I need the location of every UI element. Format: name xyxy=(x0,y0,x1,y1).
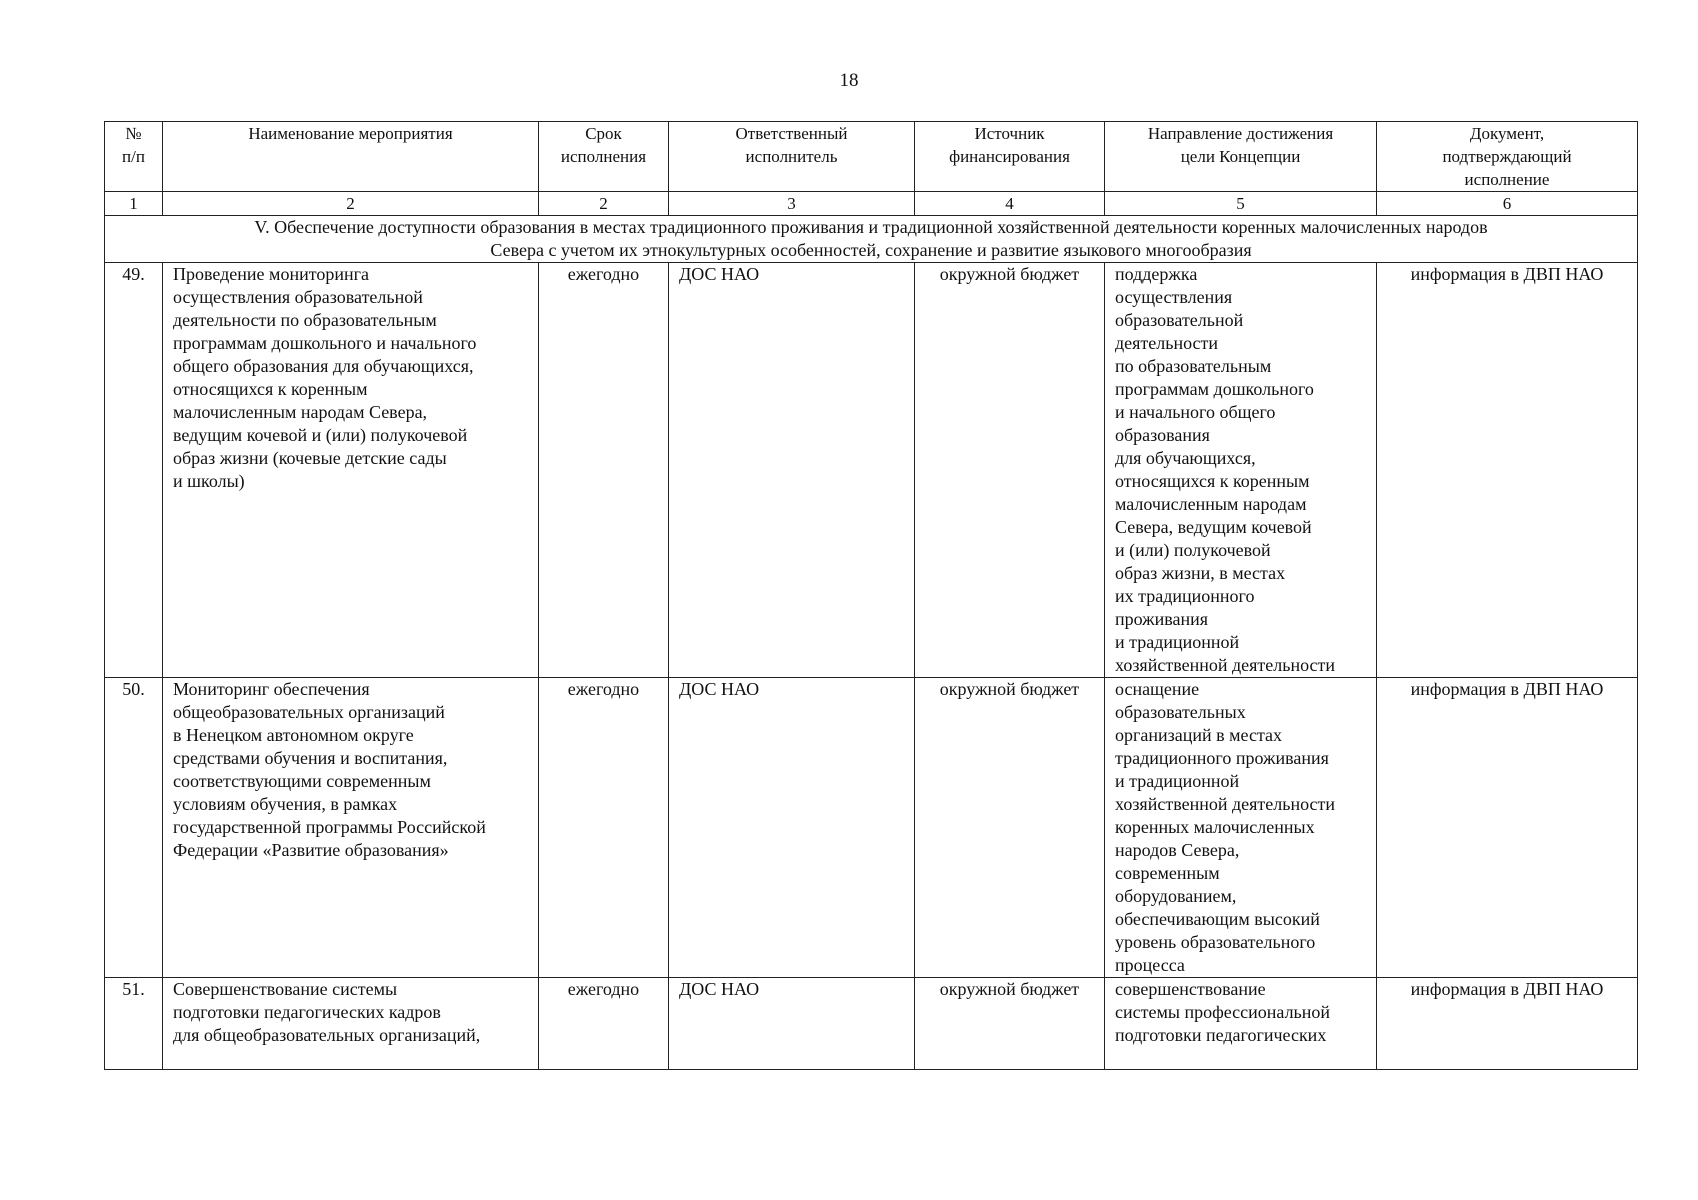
table-row xyxy=(105,263,1638,678)
table-row xyxy=(105,678,1638,978)
responsible: ДОС НАО xyxy=(669,263,915,678)
confirming-document: информация в ДВП НАО xyxy=(1377,978,1638,1070)
direction: поддержка осуществления образовательной деятельности по образовательным программам дошкольного и начального общего образования для обучающихся, относящихся к коренным малочисленным народам Севера, ведущим кочевой и (или) полукочевой образ жизни, в местах их традиционного проживания и традиционной хозяйственной деятельности xyxy=(1105,263,1377,678)
column-index: 2 xyxy=(539,192,669,216)
row-number: 51. xyxy=(105,978,163,1070)
direction: совершенствование системы профессиональной подготовки педагогических xyxy=(1105,978,1377,1070)
header-term: Срок исполнения xyxy=(539,122,669,192)
funding-source: окружной бюджет xyxy=(915,263,1105,678)
column-index: 5 xyxy=(1105,192,1377,216)
section-title: V. Обеспечение доступности образования в местах традиционного проживания и традиционной хозяйственной деятельности коренных малочисленных народов Севера с учетом их этнокультурных особенностей, сохранение и развитие языкового многообразия xyxy=(105,216,1638,263)
activity-name: Проведение мониторинга осуществления образовательной деятельности по образовательным программам дошкольного и начального общего образования для обучающихся, относящихся к коренным малочисленным народам Севера, ведущим кочевой и (или) полукочевой образ жизни (кочевые детские сады и школы) xyxy=(163,263,539,678)
header-document: Документ, подтверждающий исполнение xyxy=(1377,122,1638,192)
activity-name: Мониторинг обеспечения общеобразовательных организаций в Ненецком автономном округе средствами обучения и воспитания, соответствующими современным условиям обучения, в рамках государственной программы Российской Федерации «Развитие образования» xyxy=(163,678,539,978)
header-funding-source: Источник финансирования xyxy=(915,122,1105,192)
column-index: 2 xyxy=(163,192,539,216)
row-number: 49. xyxy=(105,263,163,678)
column-index-row xyxy=(105,192,1638,216)
column-index: 6 xyxy=(1377,192,1638,216)
header-num: № п/п xyxy=(105,122,163,192)
table-row xyxy=(105,978,1638,1070)
deadline: ежегодно xyxy=(539,678,669,978)
deadline: ежегодно xyxy=(539,263,669,678)
column-index: 3 xyxy=(669,192,915,216)
page-number: 18 xyxy=(839,70,859,91)
column-index: 1 xyxy=(105,192,163,216)
confirming-document: информация в ДВП НАО xyxy=(1377,263,1638,678)
header-name: Наименование мероприятия xyxy=(163,122,539,192)
header-responsible: Ответственный исполнитель xyxy=(669,122,915,192)
direction: оснащение образовательных организаций в местах традиционного проживания и традиционной хозяйственной деятельности коренных малочисленных народов Севера, современным оборудованием, обеспечивающим высокий уровень образовательного процесса xyxy=(1105,678,1377,978)
action-plan-table xyxy=(104,121,1638,1070)
activity-name: Совершенствование системы подготовки педагогических кадров для общеобразовательных организаций, xyxy=(163,978,539,1070)
confirming-document: информация в ДВП НАО xyxy=(1377,678,1638,978)
funding-source: окружной бюджет xyxy=(915,978,1105,1070)
section-row xyxy=(105,216,1638,263)
deadline: ежегодно xyxy=(539,978,669,1070)
responsible: ДОС НАО xyxy=(669,678,915,978)
responsible: ДОС НАО xyxy=(669,978,915,1070)
funding-source: окружной бюджет xyxy=(915,678,1105,978)
row-number: 50. xyxy=(105,678,163,978)
header-direction: Направление достижения цели Концепции xyxy=(1105,122,1377,192)
table-header-row xyxy=(105,122,1638,192)
column-index: 4 xyxy=(915,192,1105,216)
